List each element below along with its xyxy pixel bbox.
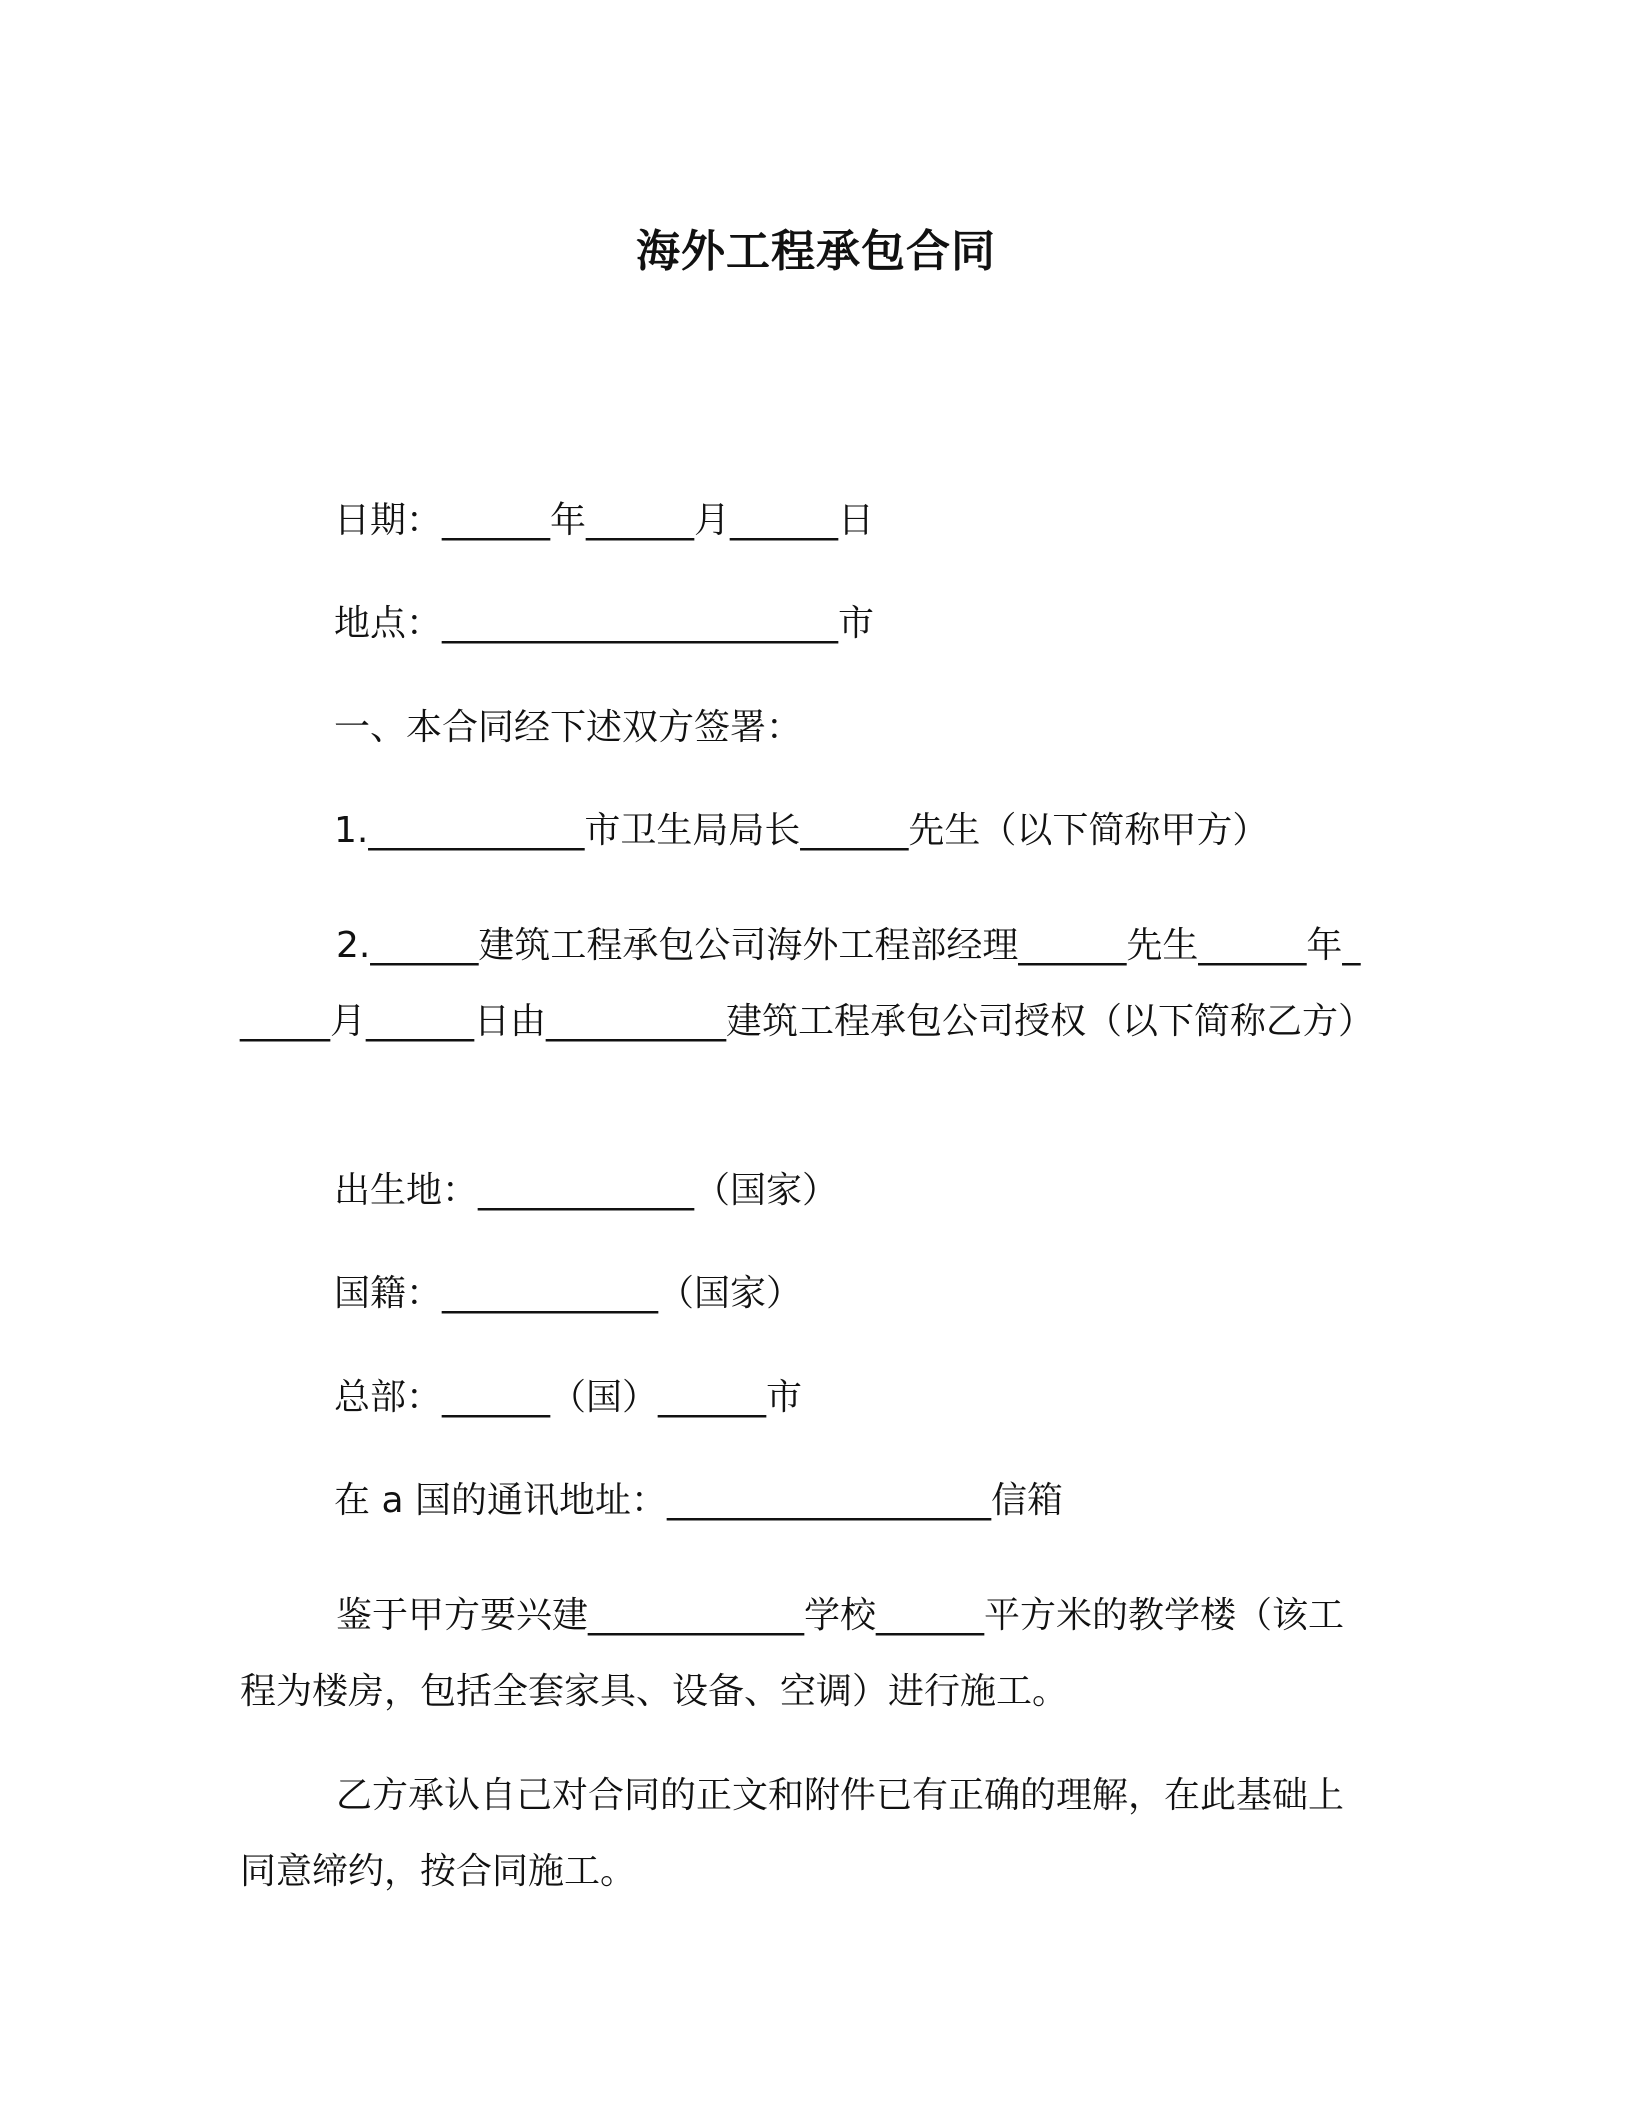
date-line: 日期：______年______月______日 — [334, 500, 875, 541]
whereas-paragraph: 鉴于甲方要兴建____________学校______平方米的教学楼（该工程为楼房，包括全套家具、设备、空调）进行施工。 — [240, 1595, 1345, 1712]
party-a-line: 1.____________市卫生局局长______先生（以下简称甲方） — [334, 810, 1269, 851]
party-b-paragraph: 2.______建筑工程承包公司海外工程部经理______先生______年______月______日由__________建筑工程承包公司授权（以下简称乙方） — [240, 925, 1375, 1042]
birthplace-line: 出生地：____________（国家） — [334, 1170, 839, 1211]
acknowledgement-paragraph: 乙方承认自己对合同的正文和附件已有正确的理解，在此基础上同意缔约，按合同施工。 — [240, 1775, 1345, 1892]
place-line: 地点：______________________市 — [334, 603, 875, 644]
section-1-heading: 一、本合同经下述双方签署： — [334, 707, 803, 748]
nationality-line: 国籍：____________（国家） — [334, 1273, 803, 1314]
headquarters-line: 总部：______（国）______市 — [334, 1377, 803, 1418]
address-line: 在 a 国的通讯地址：__________________信箱 — [334, 1480, 1063, 1521]
document-title: 海外工程承包合同 — [636, 226, 996, 277]
